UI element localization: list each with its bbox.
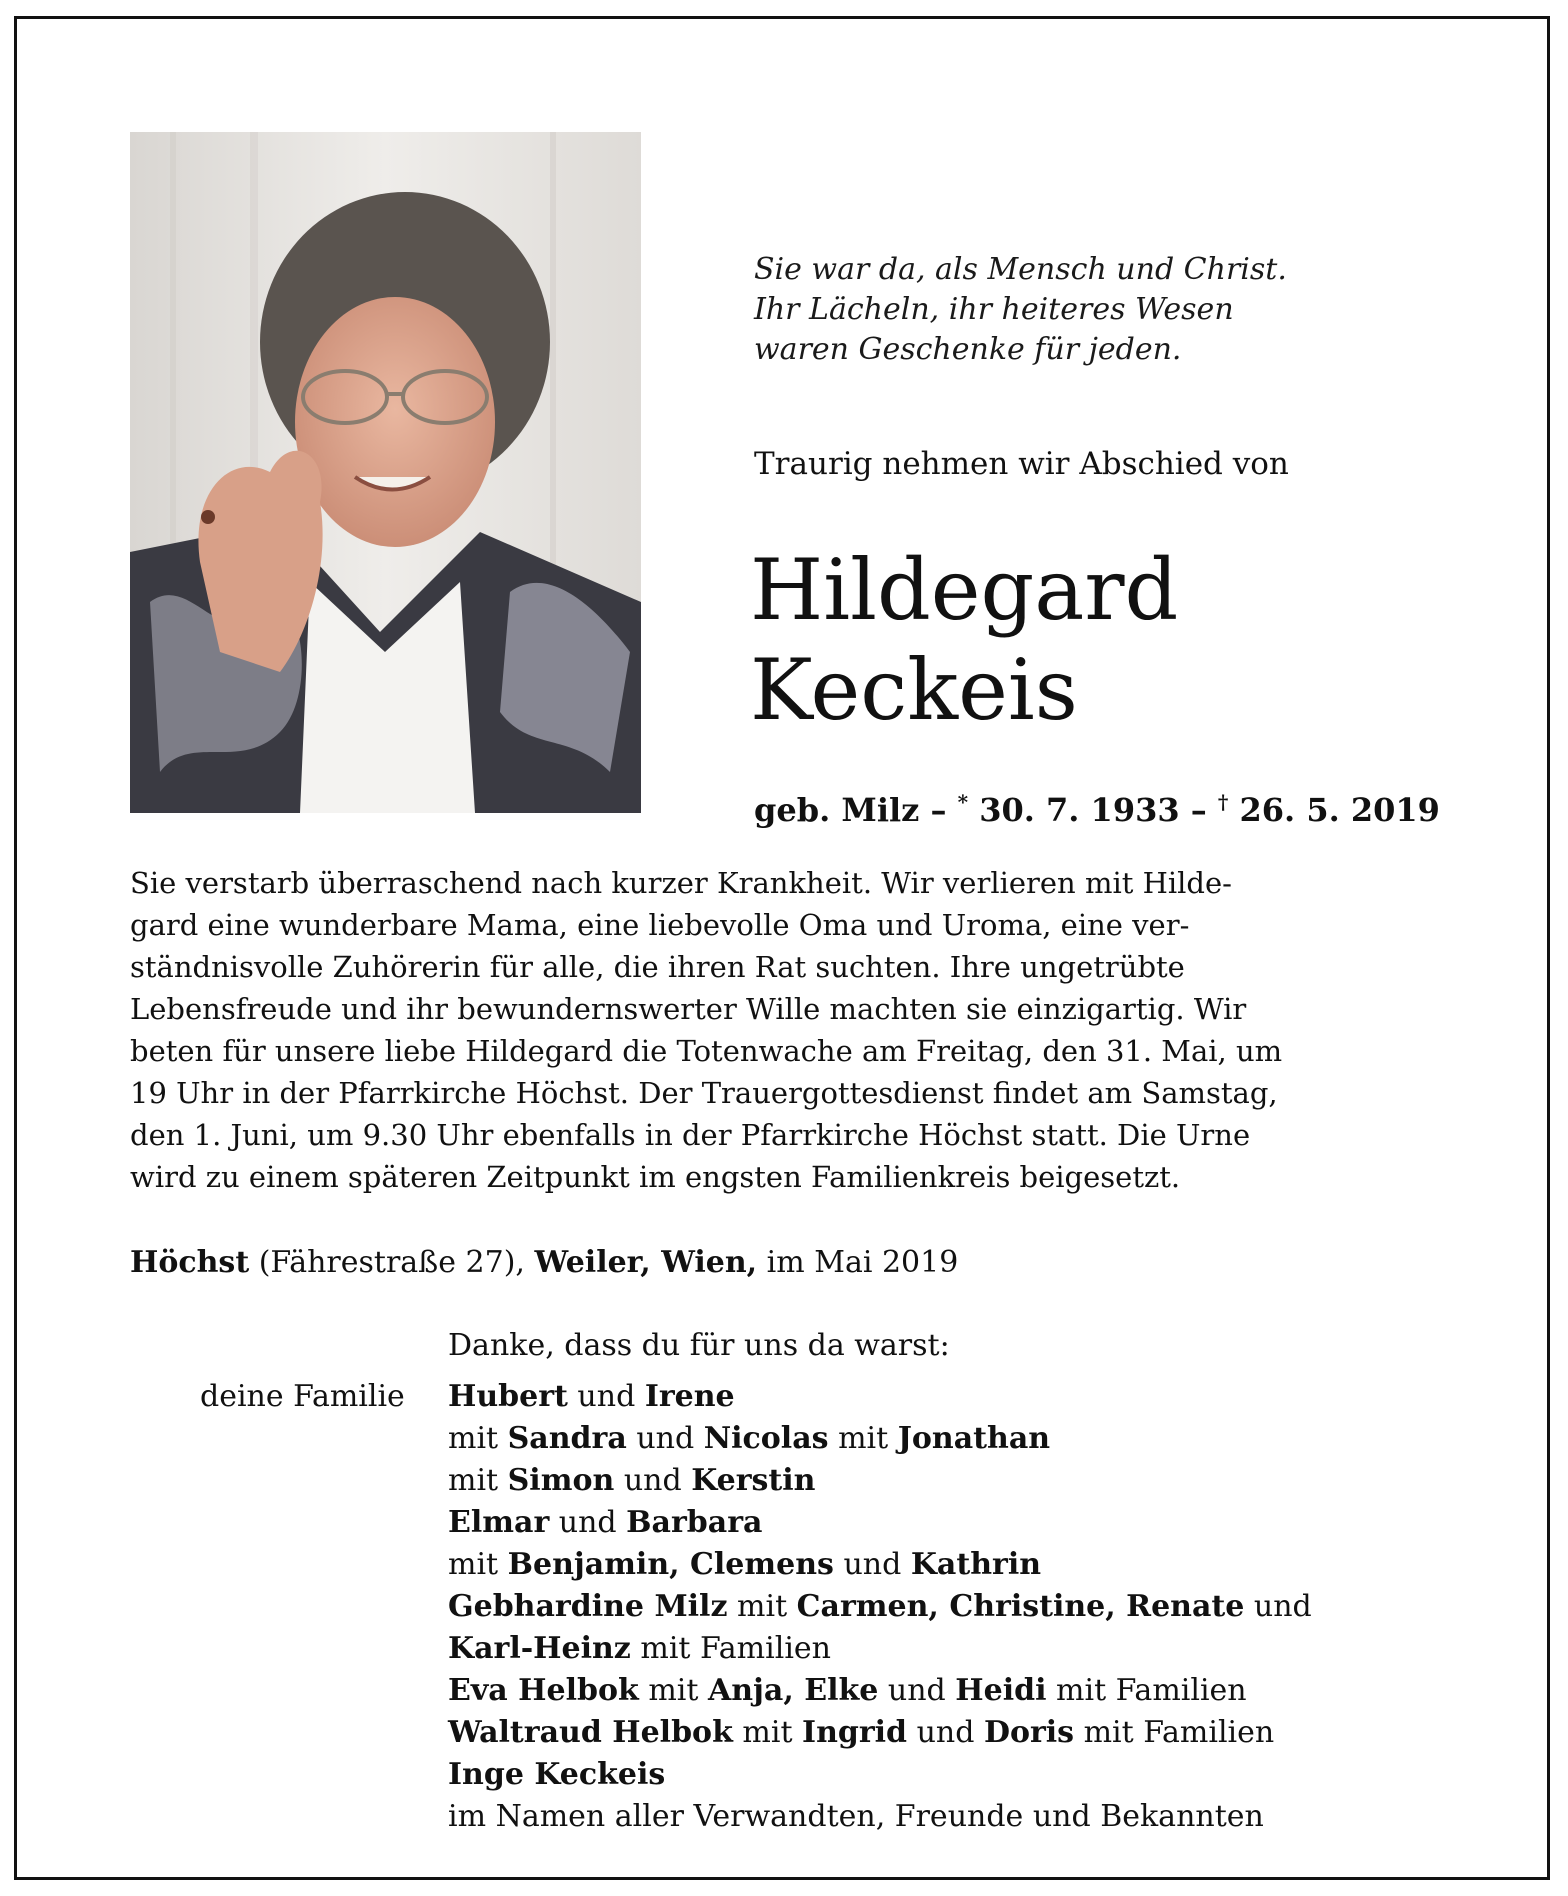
family-connector: und: [626, 1421, 704, 1456]
death-symbol: †: [1217, 790, 1229, 814]
memorial-quote: [754, 250, 1474, 370]
text-line: gard eine wunderbare Mama, eine liebevolle Oma und Uroma, eine ver-: [130, 908, 1190, 942]
family-connector: und: [614, 1463, 692, 1498]
family-connector: mit Familien: [1046, 1673, 1247, 1708]
family-member-name: Jonathan: [897, 1421, 1051, 1456]
address: (Fährestraße 27),: [249, 1245, 535, 1280]
family-member-name: Hubert: [448, 1379, 568, 1414]
text-line: den 1. Juni, um 9.30 Uhr ebenfalls in der Pfarrkirche Höchst statt. Die Urne: [130, 1118, 1251, 1152]
family-member-name: Ingrid: [802, 1715, 908, 1750]
family-member-name: Kathrin: [910, 1547, 1042, 1582]
family-connector: und: [549, 1505, 627, 1540]
life-dates: [754, 782, 1474, 830]
last-name: Keckeis: [750, 641, 1078, 739]
family-connector: mit Familien: [630, 1631, 831, 1666]
family-member-name: Doris: [983, 1715, 1075, 1750]
family-member-name: Irene: [644, 1379, 735, 1414]
family-member-name: Simon: [507, 1463, 615, 1498]
obituary-text: [130, 862, 1440, 1198]
family-member-name: Gebhardine Milz: [448, 1589, 728, 1624]
family-connector: mit: [828, 1421, 898, 1456]
family-connector: mit Familien: [1074, 1715, 1275, 1750]
death-date: 26. 5. 2019: [1228, 791, 1440, 829]
family-member-name: Eva Helbok: [448, 1673, 639, 1708]
text-line: Sie verstarb überraschend nach kurzer Krankheit. Wir verlieren mit Hilde-: [130, 866, 1232, 900]
first-name: Hildegard: [750, 541, 1179, 639]
quote-line: Ihr Lächeln, ihr heiteres Wesen: [754, 292, 1234, 327]
birth-symbol: *: [957, 790, 969, 814]
family-member-name: Barbara: [626, 1505, 763, 1540]
text-line: 19 Uhr in der Pfarrkirche Höchst. Der Trauergottesdienst findet am Samstag,: [130, 1076, 1278, 1110]
born-label: geb. Milz –: [754, 791, 958, 829]
family-line: [448, 1628, 1508, 1670]
family-line: [448, 1460, 1508, 1502]
family-connector: und: [833, 1547, 911, 1582]
family-line: [448, 1796, 1508, 1838]
family-connector: mit: [448, 1463, 508, 1498]
family-connector: im Namen aller Verwandten, Freunde und Bekannten: [448, 1799, 1264, 1834]
family-member-name: Elmar: [448, 1505, 550, 1540]
family-member-name: Anja, Elke: [707, 1673, 879, 1708]
portrait-photo: [130, 132, 641, 813]
family-line: [448, 1418, 1508, 1460]
family-member-name: Heidi: [955, 1673, 1047, 1708]
quote-line: waren Geschenke für jeden.: [754, 332, 1182, 367]
text-line: wird zu einem späteren Zeitpunkt im engsten Familienkreis beigesetzt.: [130, 1160, 1181, 1194]
text-line: beten für unsere liebe Hildegard die Totenwache am Freitag, den 31. Mai, um: [130, 1034, 1283, 1068]
family-member-name: Karl-Heinz: [448, 1631, 631, 1666]
family-connector: und: [907, 1715, 984, 1750]
family-connector: mit: [727, 1589, 797, 1624]
intro-text: Traurig nehmen wir Abschied von: [754, 446, 1289, 482]
family-line: [448, 1670, 1508, 1712]
family-line: [448, 1712, 1508, 1754]
family-line: [448, 1544, 1508, 1586]
family-connector: mit: [448, 1421, 508, 1456]
family-member-name: Carmen, Christine, Renate: [796, 1589, 1245, 1624]
birth-date: 30. 7. 1933 –: [968, 791, 1218, 829]
thanks-line: Danke, dass du für uns da warst:: [448, 1328, 950, 1363]
text-line: Lebensfreude und ihr bewundernswerter Wille machten sie einzigartig. Wir: [130, 992, 1247, 1026]
family-member-name: Sandra: [507, 1421, 627, 1456]
family-line: [448, 1754, 1508, 1796]
town: Höchst: [130, 1245, 250, 1280]
family-connector: mit: [638, 1673, 708, 1708]
family-member-name: Benjamin, Clemens: [507, 1547, 834, 1582]
other-places: Weiler, Wien,: [534, 1245, 758, 1280]
family-connector: mit: [732, 1715, 803, 1750]
family-member-name: Inge Keckeis: [448, 1757, 666, 1792]
quote-line: Sie war da, als Mensch und Christ.: [754, 252, 1287, 287]
family-connector: und: [878, 1673, 956, 1708]
family-connector: und: [567, 1379, 645, 1414]
family-line: [448, 1502, 1508, 1544]
deceased-name: [750, 540, 1470, 740]
family-member-name: Nicolas: [703, 1421, 829, 1456]
family-member-name: Waltraud Helbok: [448, 1715, 733, 1750]
family-member-name: Kerstin: [691, 1463, 816, 1498]
family-connector: mit: [448, 1547, 508, 1582]
family-line: [448, 1586, 1508, 1628]
family-list: [448, 1376, 1508, 1838]
place-and-date: [130, 1242, 1440, 1284]
family-label: deine Familie: [200, 1379, 405, 1414]
text-line: ständnisvolle Zuhörerin für alle, die ihren Rat suchten. Ihre ungetrübte: [130, 950, 1185, 984]
family-connector: und: [1244, 1589, 1312, 1624]
notice-date: im Mai 2019: [757, 1245, 959, 1280]
family-line: [448, 1376, 1508, 1418]
